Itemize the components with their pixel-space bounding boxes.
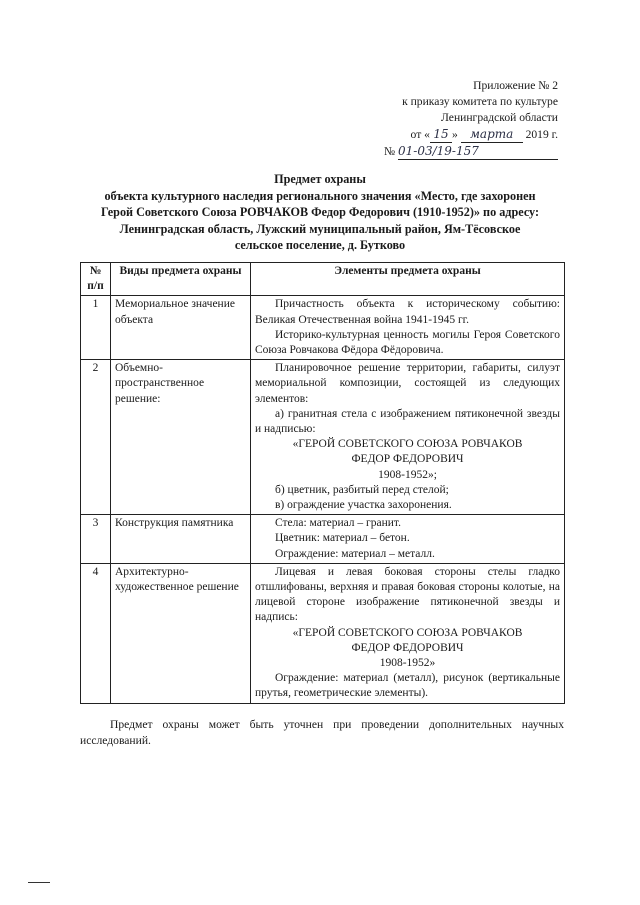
title-line-4: Ленинградская область, Лужский муниципальный район, Ям-Тёсовское: [119, 221, 521, 236]
title-line-5: сельское поселение, д. Бутково: [234, 238, 406, 252]
corner-mark: [28, 882, 50, 883]
row-number: 2: [81, 360, 111, 515]
header-kind: Виды предмета охраны: [111, 263, 251, 296]
document-title: [60, 171, 580, 254]
appendix-number: Приложение № 2: [473, 79, 558, 92]
row-kind: Архитектурно-художественное решение: [111, 563, 251, 703]
row-number: 3: [81, 515, 111, 564]
row-kind: Конструкция памятника: [111, 515, 251, 564]
table-row: [81, 563, 565, 703]
title-line-3: Герой Советского Союза РОВЧАКОВ Федор Федорович (1910-1952)» по адресу:: [100, 205, 540, 219]
order-reference: к приказу комитета по культуре: [402, 95, 558, 108]
row-elements: Планировочное решение территории, габариты, силуэт мемориальной композиции, состоящей из следующих элементов: а) гранитная стела с изображением пятиконечной звезды и надписью: «ГЕРОЙ СОВЕТСКОГО СОЮЗА РОВЧАКОВ ФЕДОР ФЕДОРОВИЧ 1908-1952»; б) цветник, разбитый перед стелой; в) ограждение участка захоронения.: [251, 360, 565, 515]
order-region: Ленинградской области: [441, 111, 558, 124]
title-line-2: объекта культурного наследия регионального значения «Место, где захоронен: [104, 188, 536, 203]
table-row: [81, 360, 565, 515]
header-elements: Элементы предмета охраны: [251, 263, 565, 296]
table-row: [81, 515, 565, 564]
row-elements: Стела: материал – гранит. Цветник: материал – бетон. Ограждение: материал – металл.: [251, 515, 565, 564]
row-elements: Причастность объекта к историческому событию: Великая Отечественная война 1941-1945 гг. Историко-культурная ценность могилы Героя Советского Союза Ровчакова Фёдора Фёдоровича.: [251, 296, 565, 360]
order-date: от « 15 » марта 2019 г.: [410, 127, 558, 141]
row-kind: Мемориальное значение объекта: [111, 296, 251, 360]
date-month-handwritten: марта: [461, 126, 523, 143]
title-line-1: Предмет охраны: [274, 172, 366, 186]
row-number: 1: [81, 296, 111, 360]
table-row: [81, 296, 565, 360]
date-day-handwritten: 15: [430, 126, 452, 143]
header-number: № п/п: [81, 263, 111, 296]
row-elements: Лицевая и левая боковая стороны стелы гладко отшлифованы, верхняя и правая боковая стороны колотые, на лицевой стороне изображение пятиконечной звезды и надпись: «ГЕРОЙ СОВЕТСКОГО СОЮЗА РОВЧАКОВ ФЕДОР ФЕДОРОВИЧ 1908-1952» Ограждение: материал (металл), рисунок (вертикальные прутья, геометрические элементы).: [251, 563, 565, 703]
order-number-handwritten: 01-03/19-157: [398, 143, 558, 160]
table-header-row: [81, 263, 565, 296]
protection-table: [80, 262, 565, 704]
row-kind: Объемно-пространственное решение:: [111, 360, 251, 515]
footer-note: Предмет охраны может быть уточнен при проведении дополнительных научных исследований.: [80, 718, 564, 747]
appendix-header: [318, 78, 558, 160]
order-number: № 01-03/19-157: [318, 143, 558, 160]
row-number: 4: [81, 563, 111, 703]
